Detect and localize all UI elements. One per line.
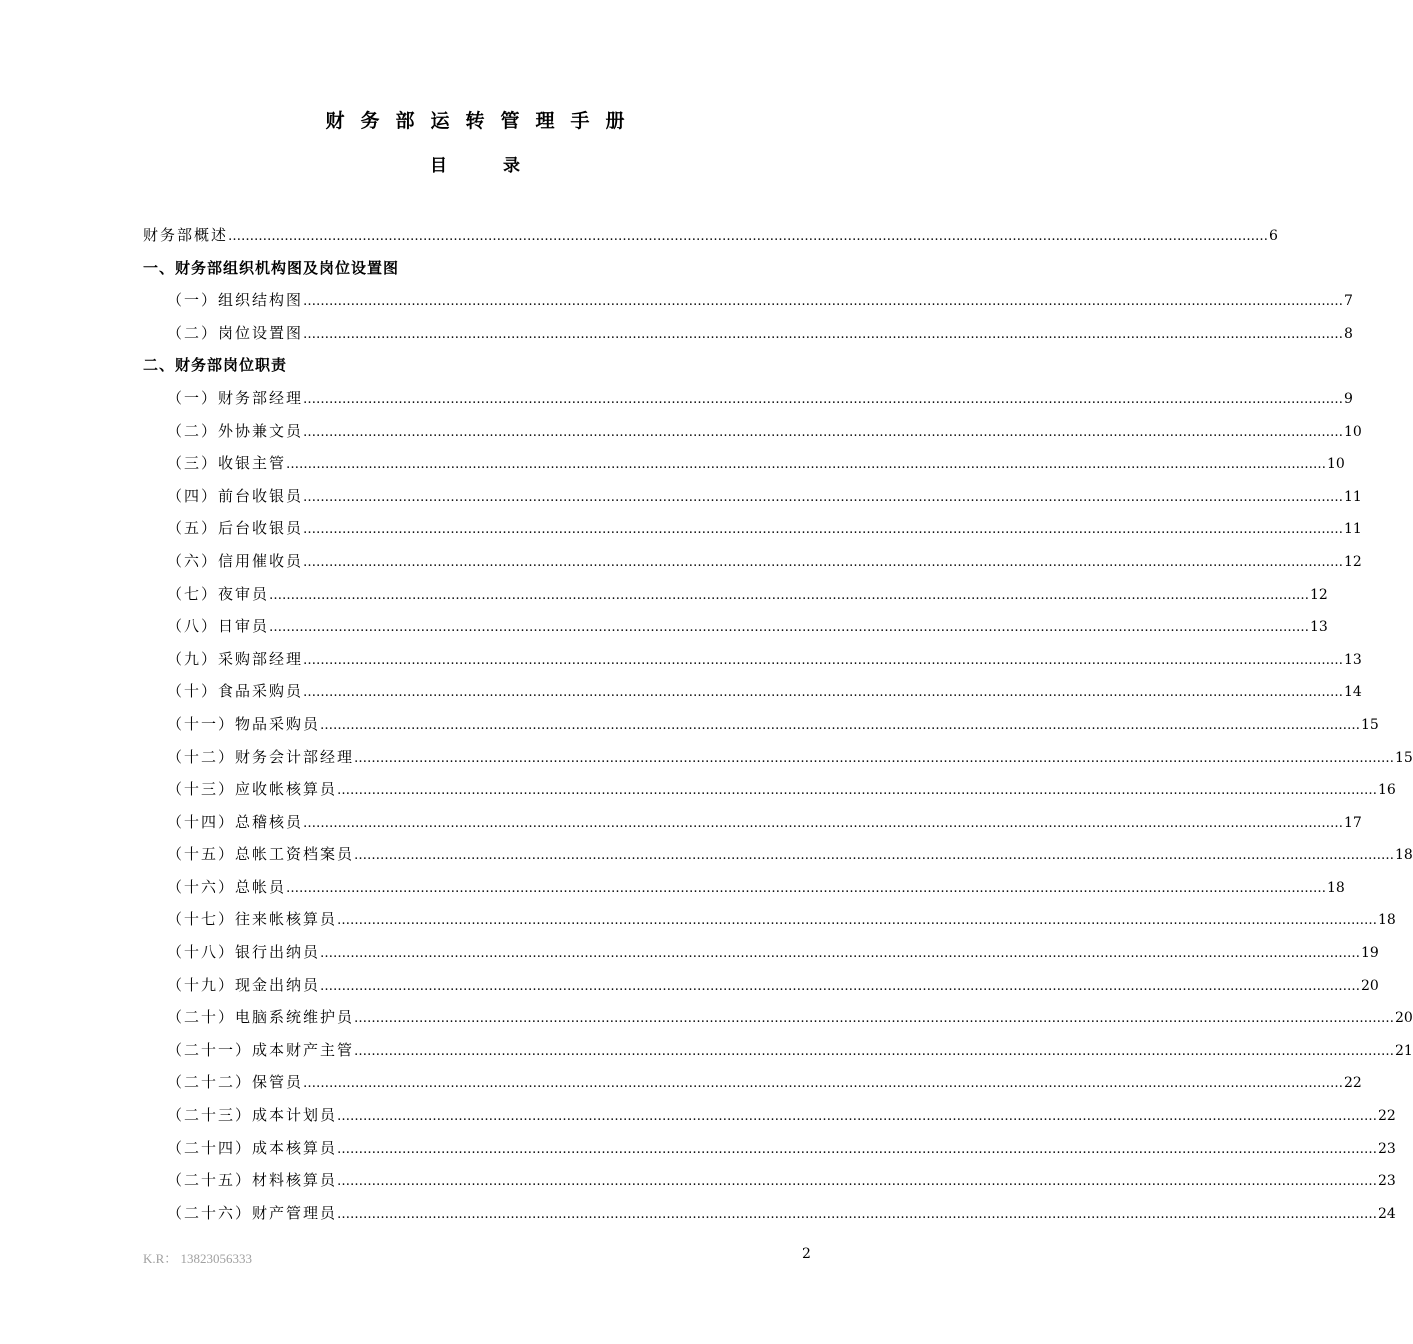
toc-entry[interactable] [143, 974, 1379, 1007]
toc-entry-title: （五）后台收银员 [167, 519, 304, 538]
toc-leader-dots: …………………………………………………………………………………………………………………………………………………………………………………………………………………… [286, 457, 1327, 473]
toc-entry[interactable] [143, 680, 1362, 713]
toc-page-number: 10 [1327, 456, 1345, 473]
toc-page-number: 12 [1310, 586, 1328, 603]
toc-page-number: 13 [1310, 619, 1328, 636]
toc-entry-title: 财务部概述 [143, 226, 229, 244]
toc-section[interactable] [143, 257, 743, 290]
toc-leader-dots: …………………………………………………………………………………………………………………………………………………………………………………………………………………… [269, 620, 1310, 636]
toc-page-number: 9 [1344, 390, 1353, 407]
toc-leader-dots: …………………………………………………………………………………………………………………………………………………………………………………………………………………… [228, 229, 1269, 244]
toc-leader-dots: …………………………………………………………………………………………………………………………………………………………………………………………………………………… [320, 717, 1361, 733]
toc-entry[interactable] [143, 1039, 1413, 1072]
toc-entry[interactable] [143, 1071, 1362, 1104]
toc-entry-title: （二十四）成本核算员 [167, 1138, 338, 1157]
toc-leader-dots: …………………………………………………………………………………………………………………………………………………………………………………………………………………… [354, 1043, 1395, 1059]
toc-entry[interactable] [143, 1006, 1413, 1039]
toc-page-number: 23 [1378, 1140, 1396, 1157]
toc-entry[interactable] [143, 452, 1345, 485]
toc-leader-dots: …………………………………………………………………………………………………………………………………………………………………………………………………………………… [303, 489, 1344, 505]
toc-entry[interactable] [143, 550, 1362, 583]
toc-leader-dots: …………………………………………………………………………………………………………………………………………………………………………………………………………………… [337, 1141, 1378, 1157]
toc-leader-dots: …………………………………………………………………………………………………………………………………………………………………………………………………………………… [320, 946, 1361, 962]
toc-leader-dots: …………………………………………………………………………………………………………………………………………………………………………………………………………………… [354, 1011, 1395, 1027]
toc-page-number: 17 [1344, 814, 1362, 831]
toc-section[interactable] [143, 354, 743, 387]
toc-entry-title: （二十六）财产管理员 [167, 1203, 338, 1222]
toc-page-number: 7 [1344, 293, 1353, 310]
toc-leader-dots: …………………………………………………………………………………………………………………………………………………………………………………………………………………… [354, 750, 1395, 766]
toc-entry[interactable] [143, 811, 1362, 844]
toc-entry[interactable] [143, 843, 1413, 876]
toc-entry[interactable] [143, 713, 1379, 746]
toc-page-number: 20 [1361, 977, 1379, 994]
toc-entry-title: （二十一）成本财产主管 [167, 1040, 355, 1059]
toc-entry[interactable] [143, 1137, 1396, 1170]
toc-entry[interactable] [143, 224, 1278, 257]
toc-page-number: 21 [1395, 1042, 1413, 1059]
toc-entry-title: （二）外协兼文员 [167, 421, 304, 440]
toc-page-number: 18 [1395, 847, 1413, 864]
toc-leader-dots: …………………………………………………………………………………………………………………………………………………………………………………………………………………… [286, 880, 1327, 896]
toc-entry[interactable] [143, 485, 1362, 518]
toc-entry-title: （十五）总帐工资档案员 [167, 845, 355, 864]
toc-page-number: 18 [1327, 879, 1345, 896]
footer-contact: K.R： 13823056333 [143, 1251, 253, 1266]
toc-entry-title: （十七）往来帐核算员 [167, 910, 338, 929]
toc-page-number: 15 [1361, 716, 1379, 733]
toc-page-number: 10 [1344, 423, 1362, 440]
toc-leader-dots: …………………………………………………………………………………………………………………………………………………………………………………………………………………… [303, 685, 1344, 701]
toc-leader-dots: …………………………………………………………………………………………………………………………………………………………………………………………………………………… [320, 978, 1361, 994]
toc-page-number: 13 [1344, 651, 1362, 668]
toc-entry-title: （十二）财务会计部经理 [167, 747, 355, 766]
toc-entry[interactable] [143, 289, 1353, 322]
toc-page-number: 14 [1344, 684, 1362, 701]
toc-page-number: 11 [1344, 521, 1362, 538]
toc-page-number: 22 [1344, 1075, 1362, 1092]
toc-entry[interactable] [143, 1104, 1396, 1137]
toc-page-number: 6 [1269, 228, 1278, 244]
toc-entry[interactable] [143, 941, 1379, 974]
toc-entry-title: （九）采购部经理 [167, 649, 304, 668]
toc-leader-dots: …………………………………………………………………………………………………………………………………………………………………………………………………………………… [303, 815, 1344, 831]
toc-entry[interactable] [143, 778, 1396, 811]
toc-page-number: 16 [1378, 782, 1396, 799]
toc-entry-title: （二十五）材料核算员 [167, 1171, 338, 1190]
toc-page-number: 24 [1378, 1205, 1396, 1222]
toc-leader-dots: …………………………………………………………………………………………………………………………………………………………………………………………………………………… [337, 913, 1378, 929]
toc-leader-dots: …………………………………………………………………………………………………………………………………………………………………………………………………………………… [303, 652, 1344, 668]
toc-entry-title: （二十二）保管员 [167, 1073, 304, 1092]
toc-page-number: 23 [1378, 1173, 1396, 1190]
toc-leader-dots: …………………………………………………………………………………………………………………………………………………………………………………………………………………… [354, 848, 1395, 864]
toc-leader-dots: …………………………………………………………………………………………………………………………………………………………………………………………………………………… [303, 424, 1344, 440]
toc-leader-dots: …………………………………………………………………………………………………………………………………………………………………………………………………………………… [303, 522, 1344, 538]
toc-entry[interactable] [143, 876, 1345, 909]
document-title: 财务部运转管理手册 [325, 110, 641, 132]
toc-leader-dots: …………………………………………………………………………………………………………………………………………………………………………………………………………………… [303, 391, 1344, 407]
toc-entry-title: 一、财务部组织机构图及岗位设置图 [143, 258, 400, 277]
toc-leader-dots: …………………………………………………………………………………………………………………………………………………………………………………………………………………… [303, 1076, 1344, 1092]
toc-entry-title: （十九）现金出纳员 [167, 975, 321, 994]
toc-leader-dots: …………………………………………………………………………………………………………………………………………………………………………………………………………………… [337, 783, 1378, 799]
toc-entry-title: （十六）总帐员 [167, 877, 287, 896]
toc-page-number: 18 [1378, 912, 1396, 929]
toc-leader-dots: …………………………………………………………………………………………………………………………………………………………………………………………………………………… [303, 326, 1344, 342]
toc-leader-dots: …………………………………………………………………………………………………………………………………………………………………………………………………………………… [269, 587, 1310, 603]
toc-page-number: 20 [1395, 1010, 1413, 1027]
toc-entry[interactable] [143, 322, 1353, 355]
toc-entry-title: （四）前台收银员 [167, 486, 304, 505]
toc-entry[interactable] [143, 387, 1353, 420]
toc-entry-title: （一）组织结构图 [167, 291, 304, 310]
toc-entry-title: （三）收银主管 [167, 454, 287, 473]
toc-entry-title: （十四）总稽核员 [167, 812, 304, 831]
toc-entry[interactable] [143, 1202, 1396, 1235]
toc-leader-dots: …………………………………………………………………………………………………………………………………………………………………………………………………………………… [303, 294, 1344, 310]
toc-page-number: 8 [1344, 325, 1353, 342]
toc-entry-title: （十）食品采购员 [167, 682, 304, 701]
toc-entry-title: （十三）应收帐核算员 [167, 780, 338, 799]
toc-entry[interactable] [143, 908, 1396, 941]
toc-page-number: 22 [1378, 1108, 1396, 1125]
table-of-contents [143, 224, 1413, 1234]
toc-entry[interactable] [143, 1169, 1396, 1202]
toc-entry[interactable] [143, 648, 1362, 681]
toc-entry-title: （十八）银行出纳员 [167, 943, 321, 962]
toc-entry[interactable] [143, 583, 1328, 616]
toc-entry[interactable] [143, 746, 1413, 779]
toc-page-number: 15 [1395, 749, 1413, 766]
toc-entry-title: （二）岗位设置图 [167, 323, 304, 342]
toc-entry-title: （十一）物品采购员 [167, 714, 321, 733]
toc-leader-dots: …………………………………………………………………………………………………………………………………………………………………………………………………………………… [303, 554, 1344, 570]
toc-leader-dots: …………………………………………………………………………………………………………………………………………………………………………………………………………………… [337, 1174, 1378, 1190]
toc-heading: 目 录 [430, 156, 520, 176]
toc-entry-title: 二、财务部岗位职责 [143, 356, 288, 375]
toc-entry[interactable] [143, 517, 1362, 550]
footer-page-number: 2 [802, 1246, 811, 1262]
toc-entry[interactable] [143, 615, 1328, 648]
toc-page-number: 19 [1361, 945, 1379, 962]
toc-entry-title: （一）财务部经理 [167, 388, 304, 407]
toc-entry-title: （二十）电脑系统维护员 [167, 1008, 355, 1027]
toc-page-number: 12 [1344, 553, 1362, 570]
toc-page-number: 11 [1344, 488, 1362, 505]
toc-entry-title: （八）日审员 [167, 617, 270, 636]
toc-entry-title: （六）信用催收员 [167, 551, 304, 570]
toc-entry[interactable] [143, 420, 1362, 453]
toc-entry-title: （七）夜审员 [167, 584, 270, 603]
toc-entry-title: （二十三）成本计划员 [167, 1106, 338, 1125]
toc-leader-dots: …………………………………………………………………………………………………………………………………………………………………………………………………………………… [337, 1109, 1378, 1125]
toc-leader-dots: …………………………………………………………………………………………………………………………………………………………………………………………………………………… [337, 1206, 1378, 1222]
